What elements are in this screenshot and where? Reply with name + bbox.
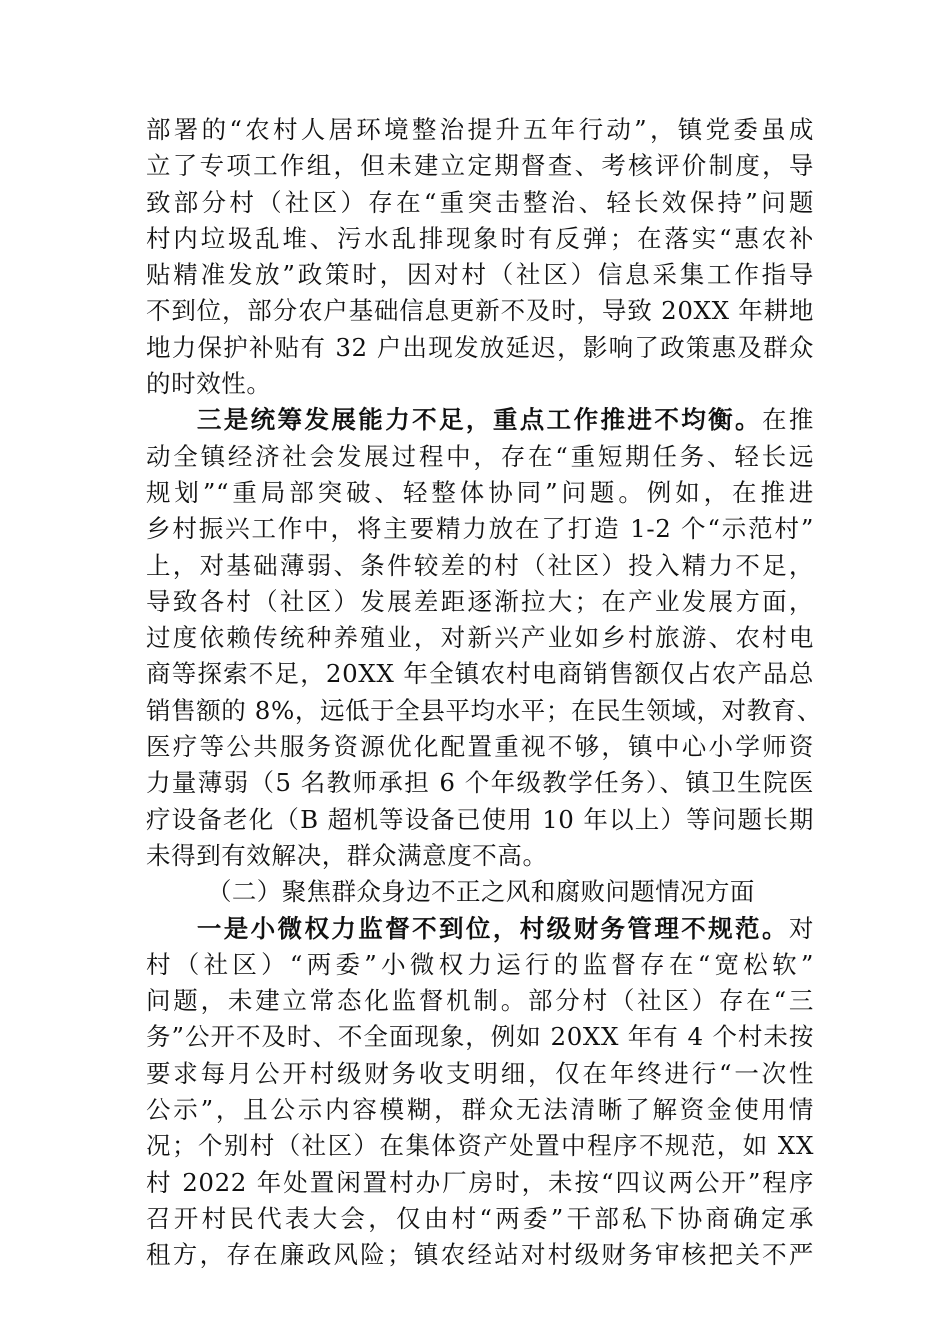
paragraph-first-line [146, 911, 814, 947]
paragraph-petty-power-supervision [146, 911, 814, 1274]
paragraph-rural-environment [146, 112, 814, 402]
text-fragment: 在推 [761, 405, 814, 435]
text-line: 村内垃圾乱堆、污水乱排现象时有反弹；在落实“惠农补 [146, 223, 814, 253]
text-line: 况；个别村（社区）在集体资产处置中程序不规范，如 XX [146, 1131, 814, 1161]
text-line: 未得到有效解决，群众满意度不高。 [146, 840, 548, 870]
text-line: 上，对基础薄弱、条件较差的村（社区）投入精力不足， [146, 550, 814, 580]
paragraph-bold-lead: 三是统筹发展能力不足，重点工作推进不均衡。 [195, 405, 762, 435]
text-line: 动全镇经济社会发展过程中，存在“重短期任务、轻长远 [146, 441, 814, 471]
paragraph-first-line [146, 402, 814, 438]
text-line: 问题，未建立常态化监督机制。部分村（社区）存在“三 [146, 986, 814, 1016]
text-line: 不到位，部分农户基础信息更新不及时，导致 20XX 年耕地 [146, 296, 814, 326]
text-line: 部署的“农村人居环境整治提升五年行动”，镇党委虽成 [146, 115, 814, 144]
text-line: 乡村振兴工作中，将主要精力放在了打造 1-2 个“示范村” [146, 514, 814, 544]
paragraph-bold-lead: 一是小微权力监督不到位，村级财务管理不规范。 [195, 913, 789, 943]
text-line: 过度依赖传统种养殖业，对新兴产业如乡村旅游、农村电 [146, 623, 814, 653]
text-line: 力量薄弱（5 名教师承担 6 个年级教学任务）、镇卫生院医 [146, 768, 814, 798]
text-line: 贴精准发放”政策时，因对村（社区）信息采集工作指导 [146, 260, 814, 290]
text-line: 召开村民代表大会，仅由村“两委”干部私下协商确定承 [146, 1203, 814, 1233]
document-page [146, 112, 822, 1274]
text-line: 商等探索不足，20XX 年全镇农村电商销售额仅占农产品总 [146, 659, 814, 689]
text-line: 地力保护补贴有 32 户出现发放延迟，影响了政策惠及群众 [146, 332, 814, 362]
paragraph-coordinated-development [146, 402, 822, 874]
text-line: 要求每月公开村级财务收支明细，仅在年终进行“一次性 [146, 1058, 814, 1088]
text-line: 立了专项工作组，但未建立定期督查、考核评价制度，导 [146, 151, 814, 181]
text-line: 村（社区）“两委”小微权力运行的监督存在“宽松软” [146, 949, 814, 979]
text-line: 村 2022 年处置闲置村办厂房时，未按“四议两公开”程序 [146, 1167, 814, 1197]
text-fragment: 对 [788, 913, 814, 943]
text-line: 医疗等公共服务资源优化配置重视不够，镇中心小学师资 [146, 732, 814, 762]
text-line: 租方，存在廉政风险；镇农经站对村级财务审核把关不严 [146, 1240, 814, 1270]
text-line: 导致各村（社区）发展差距逐渐拉大；在产业发展方面， [146, 586, 814, 616]
section-heading [146, 874, 814, 910]
text-line: 规划”“重局部突破、轻整体协同”问题。例如，在推进 [146, 477, 814, 507]
text-line: 销售额的 8%，远低于全县平均水平；在民生领域，对教育、 [146, 695, 822, 725]
text-line: 疗设备老化（B 超机等设备已使用 10 年以上）等问题长期 [146, 804, 814, 834]
text-line: 的时效性。 [146, 369, 272, 399]
text-line: 公示”，且公示内容模糊，群众无法清晰了解资金使用情 [146, 1095, 814, 1125]
text-line: 致部分村（社区）存在“重突击整治、轻长效保持”问题 [146, 187, 814, 217]
section-heading-text: （二）聚焦群众身边不正之风和腐败问题情况方面 [207, 877, 755, 907]
text-line: 务”公开不及时、不全面现象，例如 20XX 年有 4 个村未按 [146, 1022, 814, 1052]
